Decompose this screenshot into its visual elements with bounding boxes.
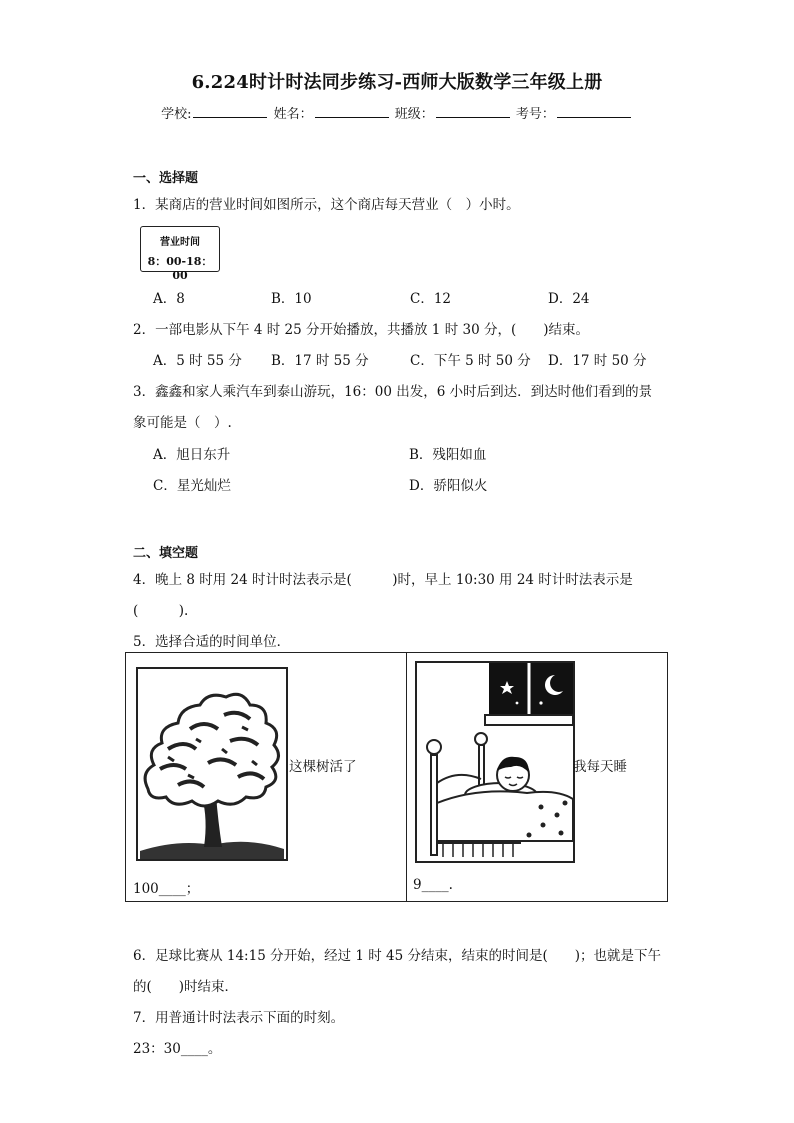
q2-option-b[interactable]: B．17 时 55 分 xyxy=(271,353,369,369)
q1-option-d[interactable]: D．24 xyxy=(548,291,590,307)
sleep-caption: 我每天睡 xyxy=(573,759,627,775)
tree-caption: 这棵树活了 xyxy=(289,759,357,775)
business-hours-sign xyxy=(140,226,220,282)
table-divider xyxy=(406,653,407,901)
student-info-line xyxy=(0,103,794,122)
time-unit-table xyxy=(125,652,668,902)
question-6-line-2: 的( )时结束． xyxy=(133,979,239,995)
tree-icon xyxy=(138,669,286,859)
q3-option-a[interactable]: A．旭日东升 xyxy=(153,447,231,463)
section-choice-title: 一、选择题 xyxy=(133,171,199,186)
question-3-line-2: 象可能是（ ）. xyxy=(133,415,232,431)
number-blank[interactable] xyxy=(557,105,631,118)
section-fill-title: 二、填空题 xyxy=(133,546,199,561)
question-4-line-1: 4．晚上 8 时用 24 时计时法表示是( )时，早上 10:30 用 24 时计时法表示是 xyxy=(133,572,633,588)
question-7: 7．用普通计时法表示下面的时刻。 xyxy=(133,1010,345,1026)
business-hours-title: 营业时间 xyxy=(160,237,200,248)
question-5: 5．选择合适的时间单位． xyxy=(133,634,291,650)
q1-option-a[interactable]: A．8 xyxy=(153,291,185,307)
school-label: 学校: xyxy=(161,107,192,122)
question-4-line-2: ( ). xyxy=(133,603,189,619)
q2-option-a[interactable]: A．5 时 55 分 xyxy=(153,353,242,369)
q2-option-d[interactable]: D．17 时 50 分 xyxy=(548,353,647,369)
q3-option-d[interactable]: D．骄阳似火 xyxy=(409,478,488,494)
business-hours-time: 8：00-18：00 xyxy=(147,255,213,282)
q3-option-c[interactable]: C．星光灿烂 xyxy=(153,478,231,494)
question-1: 1．某商店的营业时间如图所示，这个商店每天营业（ ）小时。 xyxy=(133,197,520,213)
q1-option-c[interactable]: C．12 xyxy=(410,291,452,307)
tree-answer[interactable]: 100____； xyxy=(133,881,200,897)
sleeping-child-icon xyxy=(417,663,573,861)
q1-option-b[interactable]: B．10 xyxy=(271,291,312,307)
class-blank[interactable] xyxy=(436,105,510,118)
sleep-answer[interactable]: 9____. xyxy=(413,877,453,893)
q3-option-b[interactable]: B．残阳如血 xyxy=(409,447,487,463)
name-label: 姓名： xyxy=(273,107,313,122)
number-label: 考号： xyxy=(515,107,555,122)
question-6-line-1: 6．足球比赛从 14:15 分开始，经过 1 时 45 分结束，结束的时间是( )；也就是下午 xyxy=(133,948,662,964)
sleeping-child-picture xyxy=(415,661,575,863)
question-7-answer[interactable]: 23：30____。 xyxy=(133,1041,222,1057)
name-blank[interactable] xyxy=(315,105,389,118)
q2-option-c[interactable]: C．下午 5 时 50 分 xyxy=(410,353,531,369)
tree-picture xyxy=(136,667,288,861)
class-label: 班级： xyxy=(394,107,434,122)
question-2: 2．一部电影从下午 4 时 25 分开始播放，共播放 1 时 30 分，( )结束。 xyxy=(133,322,589,338)
school-blank[interactable] xyxy=(193,105,267,118)
page-title: 6.224时计时法同步练习-西师大版数学三年级上册 xyxy=(191,72,603,93)
question-3-line-1: 3．鑫鑫和家人乘汽车到泰山游玩，16：00 出发，6 小时后到达．到达时他们看到的景 xyxy=(133,384,653,400)
